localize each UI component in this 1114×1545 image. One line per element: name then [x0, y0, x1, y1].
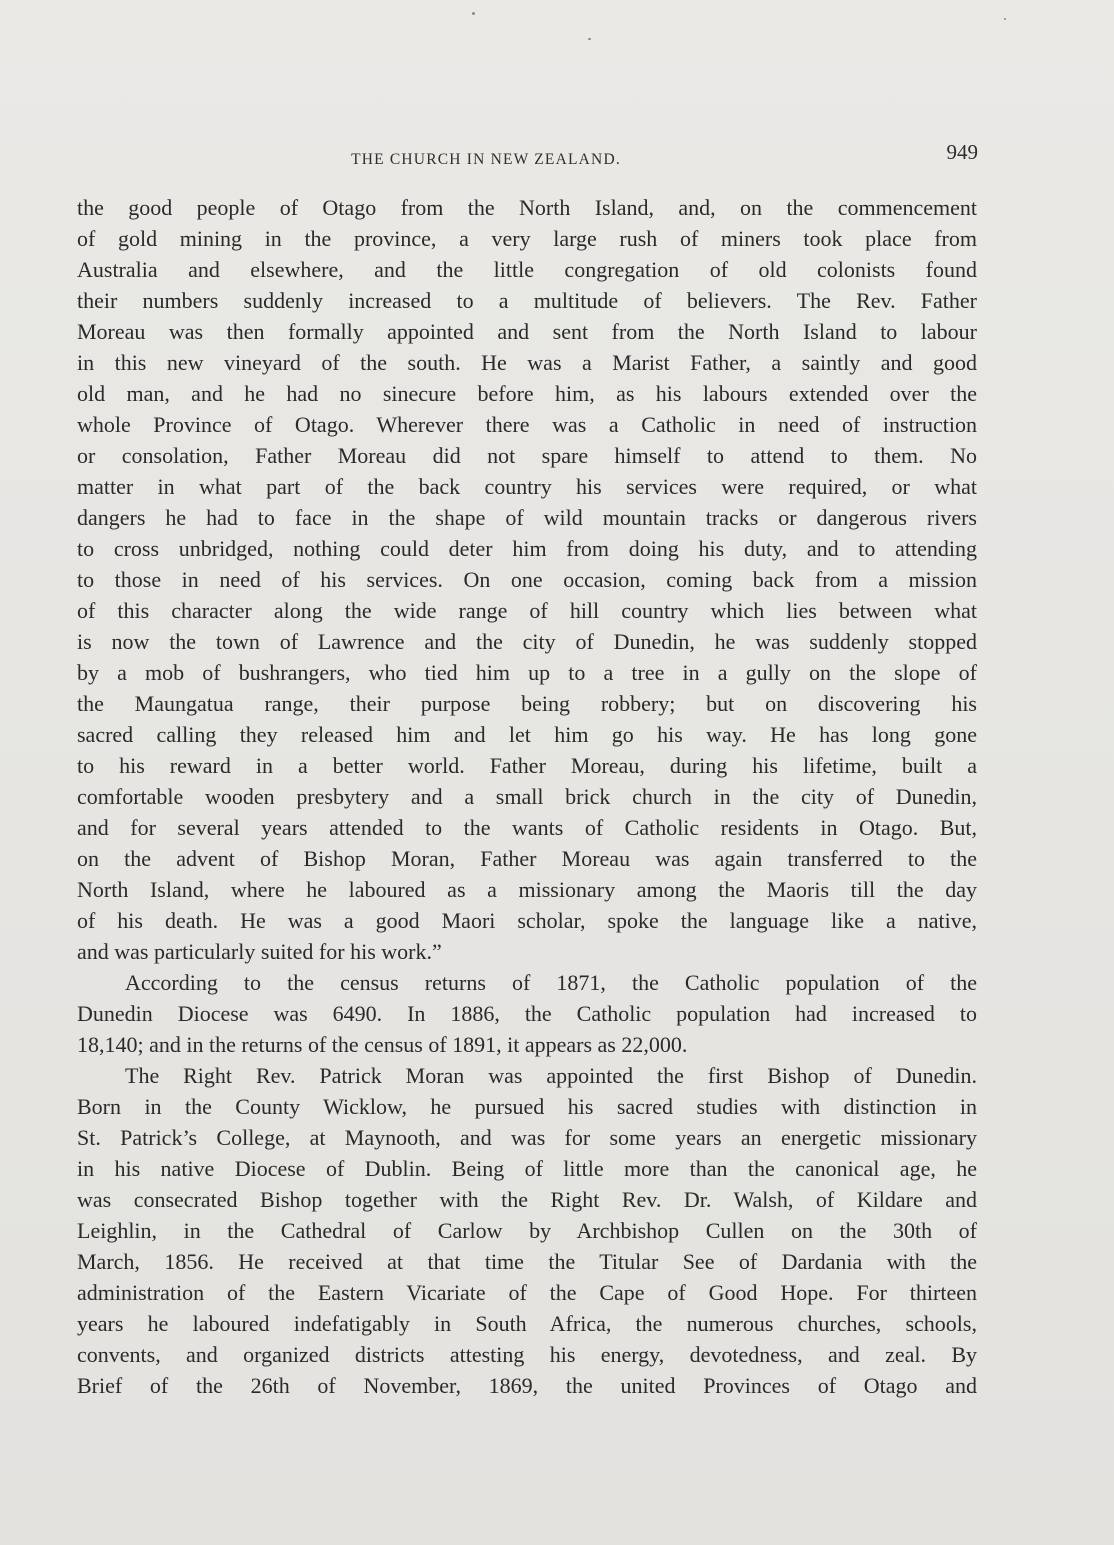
- page-header: [76, 140, 978, 178]
- text-line: was consecrated Bishop together with the Right Rev. Dr. Walsh, of Kildare and: [77, 1187, 977, 1212]
- text-line: whole Province of Otago. Wherever there was a Catholic in need of instruction: [77, 412, 977, 437]
- text-line: March, 1856. He received at that time the Titular See of Dardania with the: [77, 1249, 977, 1274]
- paragraph-first-line: The Right Rev. Patrick Moran was appointed the first Bishop of Dunedin.: [125, 1063, 977, 1088]
- text-line: matter in what part of the back country his services were required, or what: [77, 474, 977, 499]
- text-line: St. Patrick’s College, at Maynooth, and was for some years an energetic missionary: [77, 1125, 977, 1150]
- running-title: THE CHURCH IN NEW ZEALAND.: [351, 151, 621, 168]
- text-line: of this character along the wide range of hill country which lies between what: [77, 598, 977, 623]
- text-line: in his native Diocese of Dublin. Being of little more than the canonical age, he: [77, 1156, 977, 1181]
- text-line: the Maungatua range, their purpose being robbery; but on discovering his: [77, 691, 977, 716]
- text-line: of his death. He was a good Maori scholar, spoke the language like a native,: [77, 908, 977, 933]
- text-line: old man, and he had no sinecure before him, as his labours extended over the: [77, 381, 977, 406]
- ink-speck: [472, 12, 475, 15]
- paragraph-end-line: 18,140; and in the returns of the census of 1891, it appears as 22,000.: [77, 1032, 688, 1057]
- text-line: Leighlin, in the Cathedral of Carlow by Archbishop Cullen on the 30th of: [77, 1218, 977, 1243]
- text-line: dangers he had to face in the shape of wild mountain tracks or dangerous rivers: [77, 505, 977, 530]
- text-line: North Island, where he laboured as a missionary among the Maoris till the day: [77, 877, 977, 902]
- paragraph-end-line: and was particularly suited for his work.”: [77, 939, 442, 964]
- paragraph-first-line: According to the census returns of 1871, the Catholic population of the: [125, 970, 977, 995]
- text-line: the good people of Otago from the North Island, and, on the commencement: [77, 195, 977, 220]
- text-line: to cross unbridged, nothing could deter him from doing his duty, and to attending: [77, 536, 977, 561]
- text-line: Australia and elsewhere, and the little congregation of old colonists found: [77, 257, 977, 282]
- text-line: by a mob of bushrangers, who tied him up to a tree in a gully on the slope of: [77, 660, 977, 685]
- text-line: years he laboured indefatigably in South Africa, the numerous churches, schools,: [77, 1311, 977, 1336]
- ink-speck: [1004, 18, 1006, 20]
- text-line: to his reward in a better world. Father Moreau, during his lifetime, built a: [77, 753, 977, 778]
- text-line: and for several years attended to the wants of Catholic residents in Otago. But,: [77, 815, 977, 840]
- text-line: to those in need of his services. On one occasion, coming back from a mission: [77, 567, 977, 592]
- text-line: their numbers suddenly increased to a multitude of believers. The Rev. Father: [77, 288, 977, 313]
- text-line: in this new vineyard of the south. He was a Marist Father, a saintly and good: [77, 350, 977, 375]
- text-line: of gold mining in the province, a very large rush of miners took place from: [77, 226, 977, 251]
- text-line: Brief of the 26th of November, 1869, the united Provinces of Otago and: [77, 1373, 977, 1398]
- text-line: convents, and organized districts attesting his energy, devotedness, and zeal. By: [77, 1342, 977, 1367]
- text-line: comfortable wooden presbytery and a small brick church in the city of Dunedin,: [77, 784, 977, 809]
- ink-speck: [588, 38, 591, 40]
- text-line: administration of the Eastern Vicariate of the Cape of Good Hope. For thirteen: [77, 1280, 977, 1305]
- text-line: sacred calling they released him and let him go his way. He has long gone: [77, 722, 977, 747]
- text-line: or consolation, Father Moreau did not spare himself to attend to them. No: [77, 443, 977, 468]
- body-text: [77, 192, 977, 1401]
- text-line: Born in the County Wicklow, he pursued his sacred studies with distinction in: [77, 1094, 977, 1119]
- text-line: on the advent of Bishop Moran, Father Moreau was again transferred to the: [77, 846, 977, 871]
- text-line: Dunedin Diocese was 6490. In 1886, the Catholic population had increased to: [77, 1001, 977, 1026]
- text-line: Moreau was then formally appointed and sent from the North Island to labour: [77, 319, 977, 344]
- text-line: is now the town of Lawrence and the city of Dunedin, he was suddenly stopped: [77, 629, 977, 654]
- page-number: 949: [946, 140, 978, 164]
